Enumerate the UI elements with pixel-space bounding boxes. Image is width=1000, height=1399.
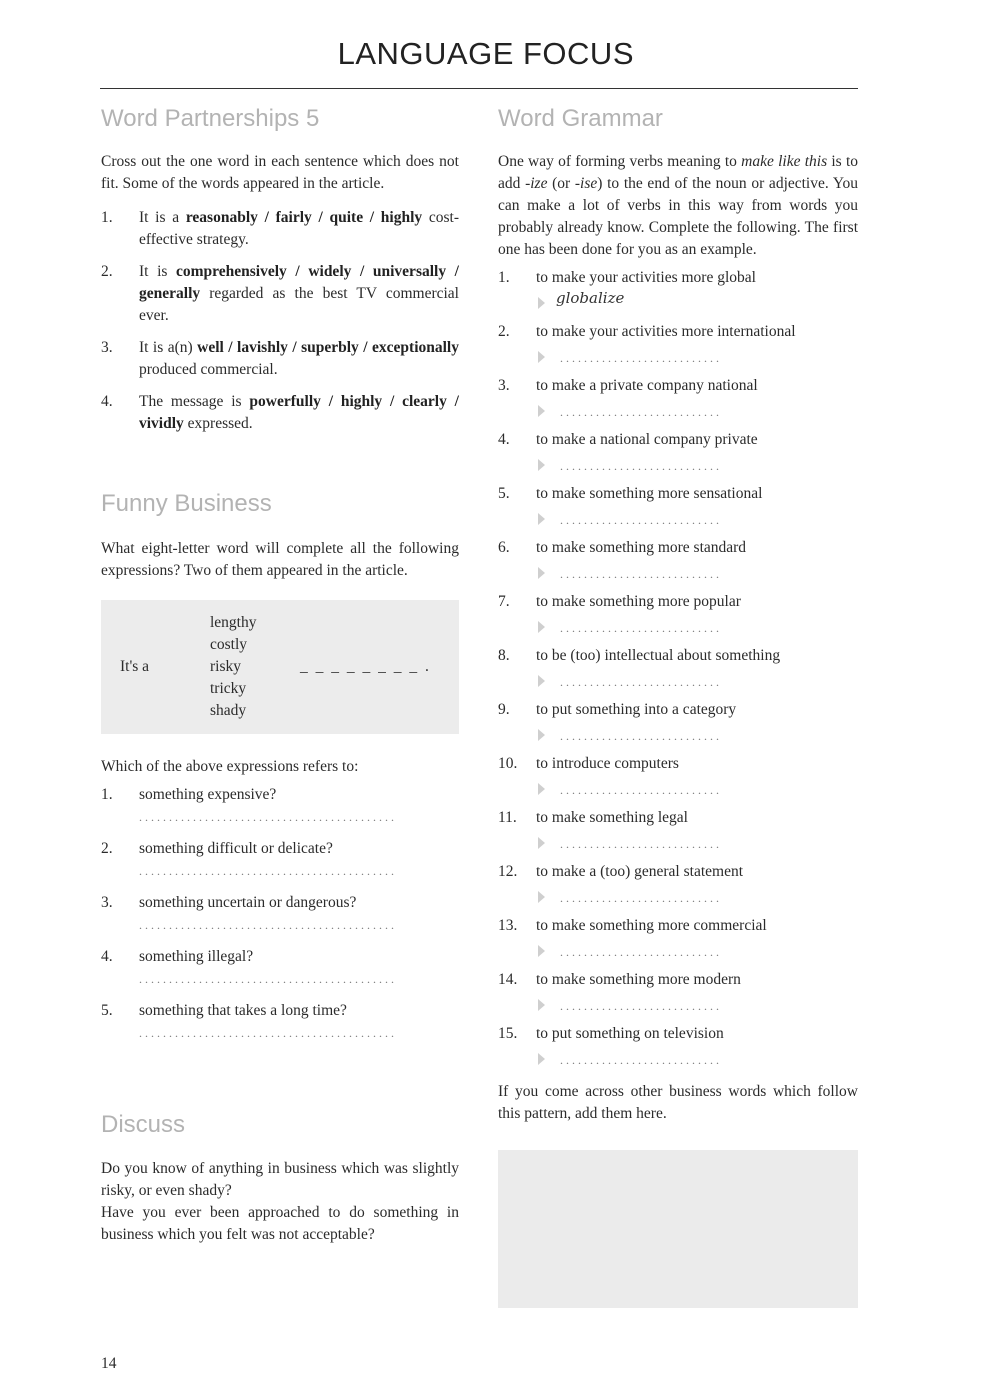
item-text: to make a national company private (536, 431, 758, 448)
intro-text: is to add (498, 153, 858, 192)
item-text: to make something more standard (536, 539, 747, 556)
item-options[interactable]: powerfully / highly / clearly / vividly (139, 393, 459, 432)
expression-word: tricky (210, 680, 247, 697)
answer-line[interactable]: ........................... (560, 405, 722, 419)
funny-business-heading: Funny Business (101, 490, 272, 517)
list-item (101, 1000, 459, 1044)
list-item (498, 267, 858, 289)
arrow-icon (538, 729, 545, 741)
item-text: regarded as the best TV commercial ever. (139, 285, 459, 324)
expressions-box (101, 600, 459, 734)
list-item (498, 699, 858, 721)
expression-words (210, 612, 257, 722)
arrow-icon (538, 675, 545, 687)
answer-row (498, 289, 858, 317)
item-text: something expensive? (139, 786, 277, 803)
arrow-icon (538, 297, 545, 309)
item-number: 4. (101, 948, 113, 965)
item-number: 13. (498, 917, 518, 934)
item-text: to make something legal (536, 809, 688, 826)
list-item (101, 261, 459, 327)
answer-row (498, 451, 858, 479)
item-number: 9. (498, 701, 510, 718)
item-text: to make your activities more global (536, 269, 756, 286)
list-item (101, 838, 459, 882)
answer-line[interactable]: ........................... (560, 945, 722, 959)
answer-row (498, 721, 858, 749)
item-number: 4. (498, 431, 510, 448)
title-rule (100, 88, 858, 89)
item-number: 1. (498, 269, 510, 286)
arrow-icon (538, 405, 545, 417)
answer-line[interactable]: ........................... (560, 729, 722, 743)
item-number: 10. (498, 755, 518, 772)
expression-word: lengthy (210, 614, 257, 631)
word-partnerships-heading: Word Partnerships 5 (101, 105, 320, 132)
answer-line[interactable]: ........................... (560, 891, 722, 905)
expression-word: costly (210, 636, 248, 653)
item-number: 1. (101, 786, 113, 803)
item-text: to make your activities more international (536, 323, 796, 340)
item-number: 15. (498, 1025, 518, 1042)
list-item (101, 784, 459, 828)
answer-line[interactable]: ........................................... (139, 918, 397, 932)
answer-row (498, 991, 858, 1019)
item-number: 5. (101, 1002, 113, 1019)
item-number: 3. (101, 339, 113, 356)
intro-emphasis: make like this (741, 153, 828, 170)
funny-business-list (101, 784, 459, 1044)
item-text: expressed. (183, 415, 253, 432)
list-item (101, 207, 459, 251)
item-text: produced commercial. (139, 361, 278, 378)
item-text: The message is (139, 393, 250, 410)
notes-box[interactable] (498, 1150, 858, 1308)
answer-line[interactable]: ........................... (560, 621, 722, 635)
item-options[interactable]: well / lavishly / superbly / exceptionally (197, 339, 459, 356)
answer-row (498, 775, 858, 803)
word-grammar-heading: Word Grammar (498, 105, 663, 132)
left-column (101, 100, 459, 1246)
list-item (498, 915, 858, 937)
list-item (498, 483, 858, 505)
item-text: something uncertain or dangerous? (139, 894, 357, 911)
discuss-heading: Discuss (101, 1111, 186, 1138)
item-number: 2. (101, 840, 113, 857)
example-answer: globalize (556, 289, 625, 307)
item-number: 11. (498, 809, 517, 826)
answer-line[interactable]: ........................... (560, 783, 722, 797)
list-item (498, 753, 858, 775)
page-title: LANGUAGE FOCUS (337, 36, 634, 71)
answer-line[interactable]: ........................... (560, 567, 722, 581)
answer-line[interactable]: ........................... (560, 837, 722, 851)
item-text: It is (139, 263, 177, 280)
answer-line[interactable]: ........................................... (139, 972, 397, 986)
answer-line[interactable]: ........................................... (139, 810, 397, 824)
list-item (498, 807, 858, 829)
item-text: something difficult or delicate? (139, 840, 333, 857)
arrow-icon (538, 945, 545, 957)
funny-business-intro: What eight-letter word will complete all the following expressions? Two of them appeared in the article. (101, 540, 459, 579)
answer-line[interactable]: ........................................... (139, 864, 397, 878)
item-text: to put something into a category (536, 701, 737, 718)
arrow-icon (538, 999, 545, 1011)
answer-line[interactable]: ........................... (560, 999, 722, 1013)
item-text: to make something more popular (536, 593, 741, 610)
answer-row (498, 343, 858, 371)
intro-emphasis: -ize (525, 175, 548, 192)
list-item (498, 969, 858, 991)
answer-line[interactable]: ........................... (560, 459, 722, 473)
item-number: 8. (498, 647, 510, 664)
answer-blank[interactable]: _ _ _ _ _ _ _ _ . (300, 658, 431, 675)
list-item (498, 1023, 858, 1045)
expression-word: shady (210, 702, 247, 719)
item-number: 4. (101, 393, 113, 410)
answer-row (498, 667, 858, 695)
arrow-icon (538, 783, 545, 795)
list-item (498, 861, 858, 883)
item-number: 3. (101, 894, 113, 911)
item-text: It is a (139, 209, 186, 226)
page-number: 14 (101, 1355, 117, 1372)
item-text: something illegal? (139, 948, 254, 965)
discuss-question-1: Do you know of anything in business which was slightly risky, or even shady? (101, 1160, 459, 1199)
answer-row (498, 937, 858, 965)
word-partnerships-list (101, 207, 459, 435)
word-partnerships-intro: Cross out the one word in each sentence which does not fit. Some of the words appeared in the article. (101, 153, 459, 192)
item-options[interactable]: comprehensively / widely / universally / generally (139, 263, 459, 302)
item-text: to make a private company national (536, 377, 758, 394)
item-text: to make something more sensational (536, 485, 763, 502)
answer-line[interactable]: ........................... (560, 351, 722, 365)
arrow-icon (538, 837, 545, 849)
answer-row (498, 559, 858, 587)
item-text: It is a(n) (139, 339, 198, 356)
arrow-icon (538, 351, 545, 363)
list-item (498, 429, 858, 451)
answer-row (498, 1045, 858, 1073)
item-text: cost-effective strategy. (139, 209, 460, 248)
item-number: 6. (498, 539, 510, 556)
item-options[interactable]: reasonably / fairly / quite / highly (185, 209, 423, 226)
item-number: 3. (498, 377, 510, 394)
answer-row (498, 613, 858, 641)
arrow-icon (538, 621, 545, 633)
answer-row (498, 397, 858, 425)
intro-emphasis: -ise (574, 175, 598, 192)
item-number: 2. (498, 323, 510, 340)
list-item (101, 337, 459, 381)
arrow-icon (538, 1053, 545, 1065)
item-number: 2. (101, 263, 113, 280)
intro-text: (or (547, 175, 575, 192)
item-text: to make something more commercial (536, 917, 767, 934)
item-text: something that takes a long time? (139, 1002, 347, 1019)
word-grammar-intro (498, 151, 858, 261)
list-item (101, 946, 459, 990)
item-text: to put something on television (536, 1025, 724, 1042)
item-text: to introduce computers (536, 755, 679, 772)
answer-row (498, 883, 858, 911)
arrow-icon (538, 891, 545, 903)
item-text: to make a (too) general statement (536, 863, 744, 880)
discuss-question-2: Have you ever been approached to do something in business which you felt was not acceptable? (101, 1204, 459, 1243)
arrow-icon (538, 567, 545, 579)
funny-business-question: Which of the above expressions refers to: (101, 758, 359, 775)
list-item (101, 391, 459, 435)
answer-row (498, 505, 858, 533)
intro-text: One way of forming verbs meaning to (498, 153, 742, 170)
answer-line[interactable]: ........................... (560, 1053, 722, 1067)
item-text: to make something more modern (536, 971, 741, 988)
its-a-label: It's a (120, 658, 150, 675)
item-number: 5. (498, 485, 510, 502)
list-item (498, 537, 858, 559)
list-item (498, 375, 858, 397)
list-item (498, 591, 858, 613)
item-number: 14. (498, 971, 518, 988)
item-number: 1. (101, 209, 113, 226)
item-number: 12. (498, 863, 518, 880)
answer-line[interactable]: ........................... (560, 513, 722, 527)
item-number: 7. (498, 593, 510, 610)
word-grammar-outro: If you come across other business words which follow this pattern, add them here. (498, 1083, 858, 1122)
answer-row (498, 829, 858, 857)
right-column (498, 100, 858, 1125)
answer-line[interactable]: ........................................... (139, 1026, 397, 1040)
intro-text: ) to the end of the noun or adjective. You can make a lot of verbs in this way from words you probably already know. Complete the following. The first one has been done for you as an example. (498, 175, 858, 258)
answer-line[interactable]: ........................... (560, 675, 722, 689)
item-text: to be (too) intellectual about something (536, 647, 781, 664)
arrow-icon (538, 513, 545, 525)
list-item (101, 892, 459, 936)
list-item (498, 321, 858, 343)
arrow-icon (538, 459, 545, 471)
list-item (498, 645, 858, 667)
word-grammar-list (498, 267, 858, 1073)
expression-word: risky (210, 658, 241, 675)
